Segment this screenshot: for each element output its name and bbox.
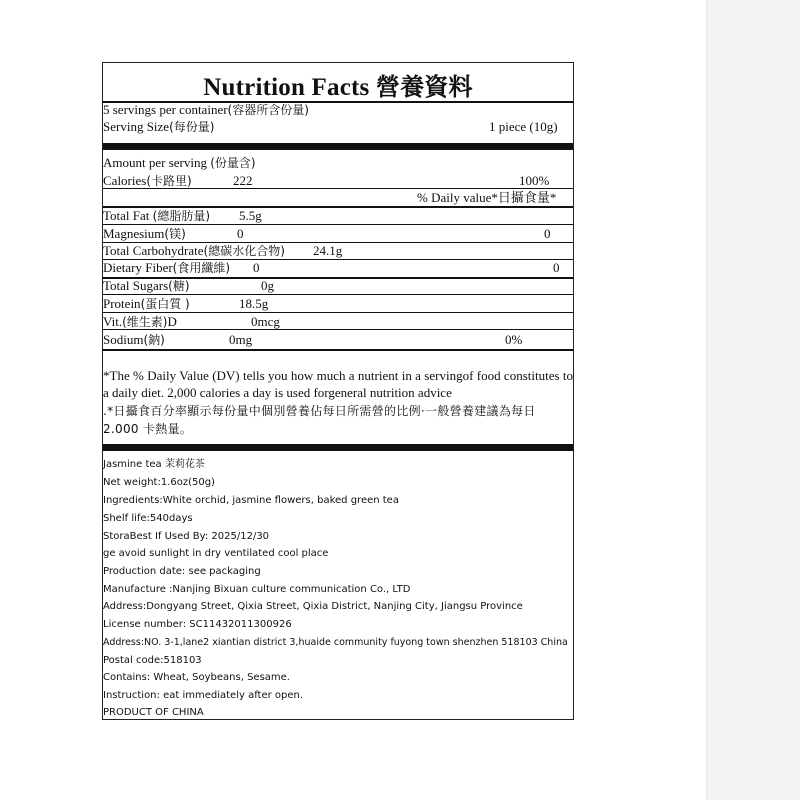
calories-row: Calories(卡路里) 222 100%	[103, 173, 550, 188]
ingredients: Ingredients:White orchid, jasmine flowers, baked green tea	[103, 495, 399, 506]
footnote-chinese: .*日攝食百分率顯示每份量中個別營養佔每日所需營的比例·一般營養建議為每日 2.000 卡熱量。	[103, 404, 536, 436]
net-weight: Net weight:1.6oz(50g)	[103, 477, 215, 488]
manufacturer-address: Address:Dongyang Street, Qixia Street, Qixia District, Nanjing City, Jiangsu Province	[103, 601, 523, 612]
footnote-english: *The % Daily Value (DV) tells you how much a nutrient in a servingof food constitutes to a daily diet. 2,000 calories a day is used forgeneral nutrition advice	[103, 368, 573, 400]
divider	[103, 294, 573, 295]
nutrient-row-total-carbohydrate: Total Carbohydrate(總碳水化合物) 24.1g	[103, 243, 343, 258]
divider	[103, 312, 573, 313]
label-title	[103, 67, 573, 102]
shelf-life: Shelf life:540days	[103, 513, 193, 524]
nutrient-row-total-sugars: Total Sugars(糖) 0g	[103, 278, 274, 293]
nutrient-row-total-fat: Total Fat (總脂肪量) 5.5g	[103, 208, 262, 223]
serving-size-value: 1 piece (10g)	[489, 119, 558, 134]
thick-divider	[103, 444, 573, 451]
postal-code: Postal code:518103	[103, 655, 202, 666]
nutrient-row-magnesium: Magnesium(镁) 0 0	[103, 226, 551, 241]
divider	[103, 329, 573, 330]
servings-per-container: 5 servings per container(容器所含份量)	[103, 102, 309, 117]
shipping-address: Address:NO. 3-1,lane2 xiantian district 3,huaide community fuyong town shenzhen 518103 China	[103, 637, 568, 648]
best-if-used-by: StoraBest If Used By: 2025/12/30	[103, 531, 270, 542]
viewer-side-strip	[706, 0, 800, 800]
product-name: Jasmine tea 茉莉花茶	[103, 459, 205, 470]
nutrient-row-vitamin-d: Vit.(维生素)D 0mcg	[103, 314, 280, 329]
amount-per-serving: Amount per serving (份量含)	[103, 155, 256, 170]
country-of-origin: PRODUCT OF CHINA	[103, 707, 204, 718]
divider	[103, 349, 573, 351]
allergens: Contains: Wheat, Soybeans, Sesame.	[103, 672, 290, 683]
instructions: Instruction: eat immediately after open.	[103, 690, 304, 701]
title-en: Nutrition Facts	[203, 74, 370, 101]
production-date: Production date: see packaging	[103, 566, 261, 577]
serving-size-row: Serving Size(每份量) 1 piece (10g)	[103, 119, 558, 134]
nutrient-row-protein: Protein(蛋白質 ) 18.5g	[103, 296, 269, 311]
daily-value-header: % Daily value*日攝食量*	[417, 190, 557, 205]
title-cn: 營養資料	[375, 73, 473, 101]
calories-value: 222	[233, 173, 253, 188]
nutrient-row-dietary-fiber: Dietary Fiber(食用纖維) 0 0	[103, 260, 560, 275]
divider	[103, 188, 573, 189]
calories-percent: 100%	[519, 173, 550, 188]
nutrient-row-sodium: Sodium(鈉) 0mg 0%	[103, 332, 523, 347]
manufacturer: Manufacture :Nanjing Bixuan culture communication Co., LTD	[103, 584, 411, 595]
storage-instructions: ge avoid sunlight in dry ventilated cool place	[103, 548, 329, 559]
divider	[103, 224, 573, 225]
nutrition-label	[102, 62, 574, 720]
license-number: License number: SC11432011300926	[103, 619, 292, 630]
thick-divider	[103, 143, 573, 150]
